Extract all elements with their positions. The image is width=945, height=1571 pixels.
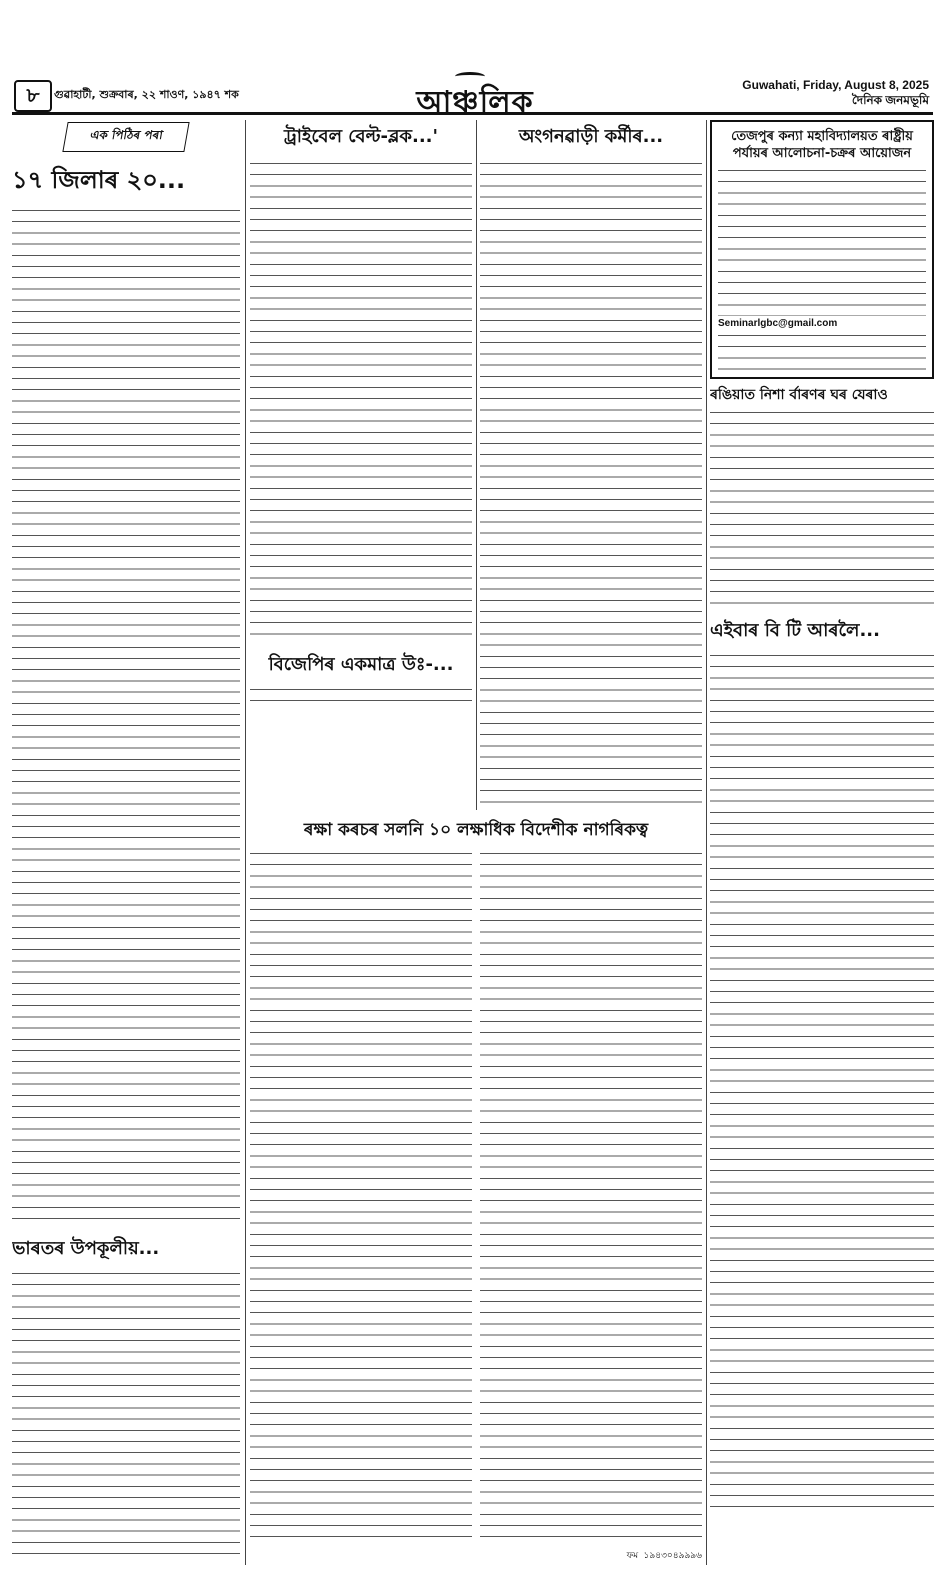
date-english: Guwahati, Friday, August 8, 2025 [742,78,929,92]
column-3 [480,120,702,810]
seminar-box [710,120,934,379]
dateline-right [742,78,929,108]
article-headline: ৰক্ষা কৰচৰ সলনি ১০ লক্ষাধিক বিদেশীক নাগৰিকত্ব [303,820,649,840]
paper-name: দৈনিক জনমভূমি [851,93,929,107]
column-1 [12,120,240,1560]
column-divider [706,120,707,1565]
page-number: ৮ [14,80,52,112]
section-tag: এক পিঠিৰ পৰা [62,122,190,152]
article-body [710,408,934,608]
box-body [718,331,926,371]
box-headline: তেজপুৰ কন্যা মহাবিদ্যালয়ত ৰাষ্ট্ৰীয় পৰ্যায়ৰ আলোচনা-চক্ৰৰ আয়োজন [731,129,913,161]
article-body [12,1269,240,1560]
article-headline: অংগনৱাড়ী কৰ্মীৰ... [518,126,664,147]
masthead: আঞ্চলিক [416,85,534,120]
column-2 [250,120,472,710]
column-divider [245,120,246,1565]
column-divider [476,120,477,810]
wide-article [250,815,702,1560]
article-body [710,651,934,1511]
header-rule [12,112,933,115]
article-headline: ট্ৰাইবেল বেল্ট-ব্লক...' [283,126,439,147]
article-headline: এইবাৰ বি টি আৰলৈ... [710,620,880,641]
article-body [250,159,472,644]
article-headline: ১৭ জিলাৰ ২০... [12,166,186,194]
dateline-left: গুৱাহাটী, শুক্ৰবাৰ, ২২ শাওণ, ১৯৪৭ শক [54,88,239,101]
article-body [480,159,702,810]
page-header [0,0,945,120]
footer-code: ফম ১৯৪৩০৪৯৯৯৬ [626,1551,702,1561]
article-headline: ৰঙিয়াত নিশা ৰ্বাৰণৰ ঘৰ যেৰাও [710,387,888,403]
article-body [250,685,472,710]
column-4 [710,120,934,1560]
box-email: Seminarlgbc@gmail.com [718,318,838,329]
article-body [12,206,240,1226]
article-body [480,849,702,1539]
article-body [250,849,472,1539]
box-body [718,166,926,316]
article-headline: বিজেপিৰ একমাত্ৰ উঃ-... [268,654,454,675]
article-headline: ভাৰতৰ উপকূলীয়... [12,1238,160,1259]
